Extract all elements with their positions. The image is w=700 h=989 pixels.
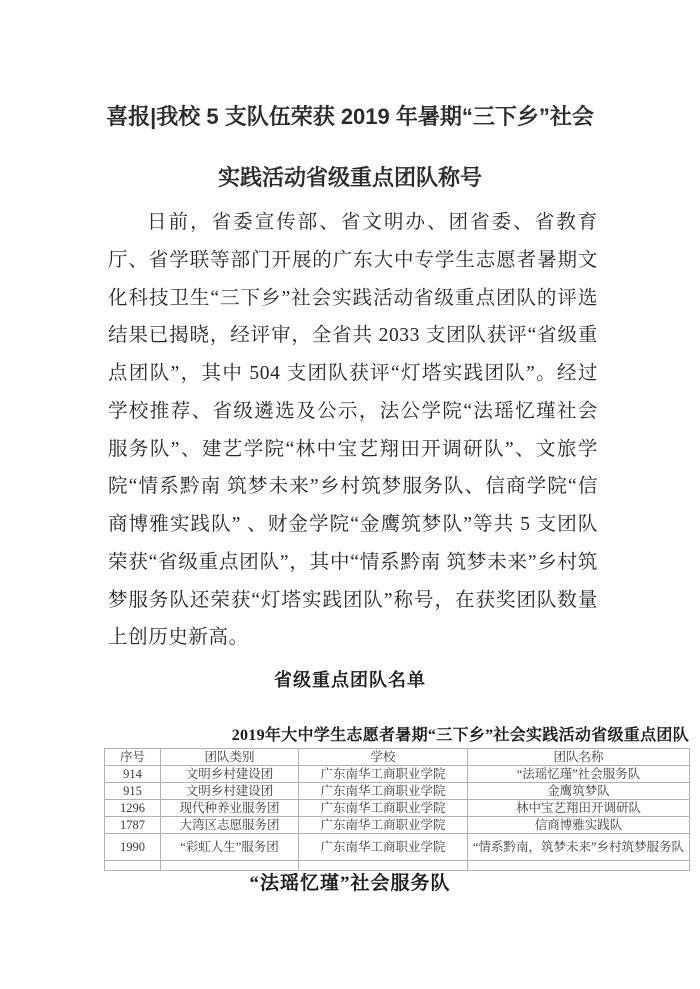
cell-serial: 1296 bbox=[105, 800, 161, 817]
cell-serial: 914 bbox=[105, 766, 161, 783]
section-heading: 省级重点团队名单 bbox=[274, 670, 426, 690]
cell-category: 文明乡村建设团 bbox=[161, 766, 299, 783]
table-title: 2019年大中学生志愿者暑期“三下乡”社会实践活动省级重点团队 bbox=[231, 727, 689, 744]
table-row bbox=[105, 783, 690, 800]
cell-team-name: 金鹰筑梦队 bbox=[468, 783, 690, 800]
cell-school: 广东南华工商职业学院 bbox=[299, 800, 468, 817]
cell-empty bbox=[105, 861, 161, 871]
cell-school: 广东南华工商职业学院 bbox=[299, 817, 468, 834]
award-table-block bbox=[104, 726, 689, 871]
header-school: 学校 bbox=[299, 749, 468, 766]
cell-category: 大湾区志愿服务团 bbox=[161, 817, 299, 834]
cell-category: 现代种养业服务团 bbox=[161, 800, 299, 817]
document-title-line1: 喜报|我校 5 支队伍荣获 2019 年暑期“三下乡”社会 bbox=[106, 104, 594, 129]
cell-team-name: 林中宝艺翔田开调研队 bbox=[468, 800, 690, 817]
cell-school: 广东南华工商职业学院 bbox=[299, 783, 468, 800]
cell-empty bbox=[468, 861, 690, 871]
cell-serial: 915 bbox=[105, 783, 161, 800]
cell-team-name: 信商博雅实践队 bbox=[468, 817, 690, 834]
table-row bbox=[105, 766, 690, 783]
table-row bbox=[105, 817, 690, 834]
key-teams-table bbox=[104, 748, 690, 871]
cell-serial: 1787 bbox=[105, 817, 161, 834]
table-row bbox=[105, 800, 690, 817]
cell-category: 文明乡村建设团 bbox=[161, 783, 299, 800]
header-team-name: 团队名称 bbox=[468, 749, 690, 766]
cell-serial: 1990 bbox=[105, 834, 161, 861]
cell-empty bbox=[299, 861, 468, 871]
table-header-row bbox=[105, 749, 690, 766]
header-category: 团队类别 bbox=[161, 749, 299, 766]
cell-school: 广东南华工商职业学院 bbox=[299, 834, 468, 861]
body-paragraph: 日前，省委宣传部、省文明办、团省委、省教育厅、省学联等部门开展的广东大中专学生志愿者暑期文化科技卫生“三下乡”社会实践活动省级重点团队的评选结果已揭晓，经评审，全省共 2033 支团队获评“省级重点团队”，其中 504 支团队获评“灯塔实践团队”。经过学校推荐、省级遴选及公示，法公学院“法瑶忆瑾社会服务队”、建艺学院“林中宝艺翔田开调研队”、文旅学院“情系黔南 筑梦未来”乡村筑梦服务队、信商学院“信商博雅实践队” 、财金学院“金鹰筑梦队”等共 5 支团队荣获“省级重点团队”，其中“情系黔南 筑梦未来”乡村筑梦服务队还荣获“灯塔实践团队”称号，在获奖团队数量上创历史新高。 bbox=[108, 212, 598, 649]
team-photo-caption: “法瑶忆瑾”社会服务队 bbox=[249, 873, 451, 894]
document-title-line2: 实践活动省级重点团队称号 bbox=[217, 165, 482, 190]
cell-school: 广东南华工商职业学院 bbox=[299, 766, 468, 783]
cell-empty bbox=[161, 861, 299, 871]
cell-category: “彩虹人生”服务团 bbox=[161, 834, 299, 861]
cell-team-name: “法瑶忆瑾”社会服务队 bbox=[468, 766, 690, 783]
cell-team-name: “情系黔南，筑梦未来”乡村筑梦服务队 bbox=[468, 834, 690, 861]
header-serial: 序号 bbox=[105, 749, 161, 766]
table-empty-row bbox=[105, 861, 690, 871]
table-row bbox=[105, 834, 690, 861]
